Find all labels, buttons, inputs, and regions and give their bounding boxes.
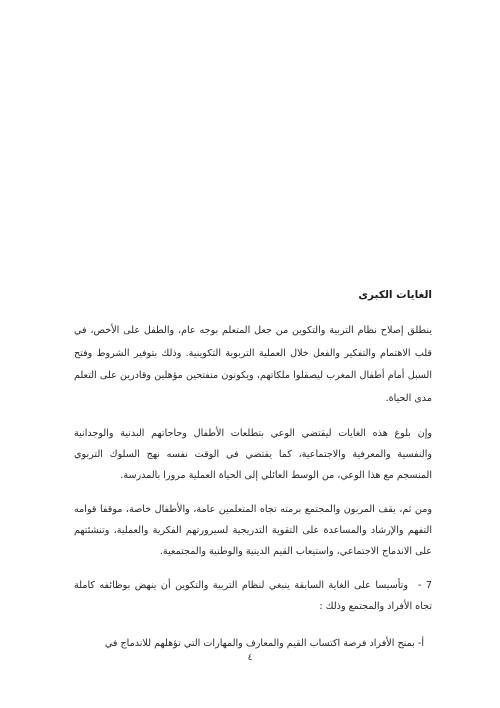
list-item-text: بمنح الأفراد فرصة اكتساب القيم والمعارف والمهارات التي تؤهلهم للاندماج في xyxy=(104,638,415,649)
page-number: ٤ xyxy=(247,653,253,663)
numbered-paragraph xyxy=(74,575,432,617)
document-body xyxy=(74,288,432,654)
numbered-paragraph-text: وتأسيسا على الغاية السابقة ينبغي لنظام التربية والتكوين أن ينهض بوظائفه كاملة تجاه الأفراد والمجتمع وذلك : xyxy=(74,580,432,612)
paragraph-2: وإن بلوغ هذه الغايات ليقتضي الوعي بتطلعات الأطفال وحاجاتهم البدنية والوجدانية والنفسية والمعرفية والاجتماعية، كما يقتضي في الوقت نفسه نهج السلوك التربوي المنسجم مع هذا الوعي، من الوسط العائلي إلى الحياة العملية مرورا بالمدرسة. xyxy=(74,428,432,481)
paragraph-1: ينطلق إصلاح نظام التربية والتكوين من جعل المتعلم بوجه عام، والطفل على الأخص، في قلب الاهتمام والتفكير والفعل خلال العملية التربوية التكوينية. وذلك بتوفير الشروط وفتح السبل أمام أطفال المغرب ليصقلوا ملكاتهم، ويكونون منفتحين مؤهلين وقادرين على التعلم مدى الحياة. xyxy=(74,325,432,404)
list-item xyxy=(74,633,432,654)
paragraph-3: ومن ثم، يقف المربون والمجتمع برمته تجاه المتعلمين عامة، والأطفال خاصة، موقفا قوامه التفهم والإرشاد والمساعدة على التقوية التدريجية لسيرورتهم الفكرية والعملية، وتنشئتهم على الاندماج الاجتماعي، واستيعاب القيم الدينية والوطنية والمجتمعية. xyxy=(74,504,432,557)
section-heading: الغايات الكبرى xyxy=(358,289,432,301)
list-item-label: أ- xyxy=(417,638,424,649)
paragraph-number: 7 - xyxy=(417,580,432,591)
